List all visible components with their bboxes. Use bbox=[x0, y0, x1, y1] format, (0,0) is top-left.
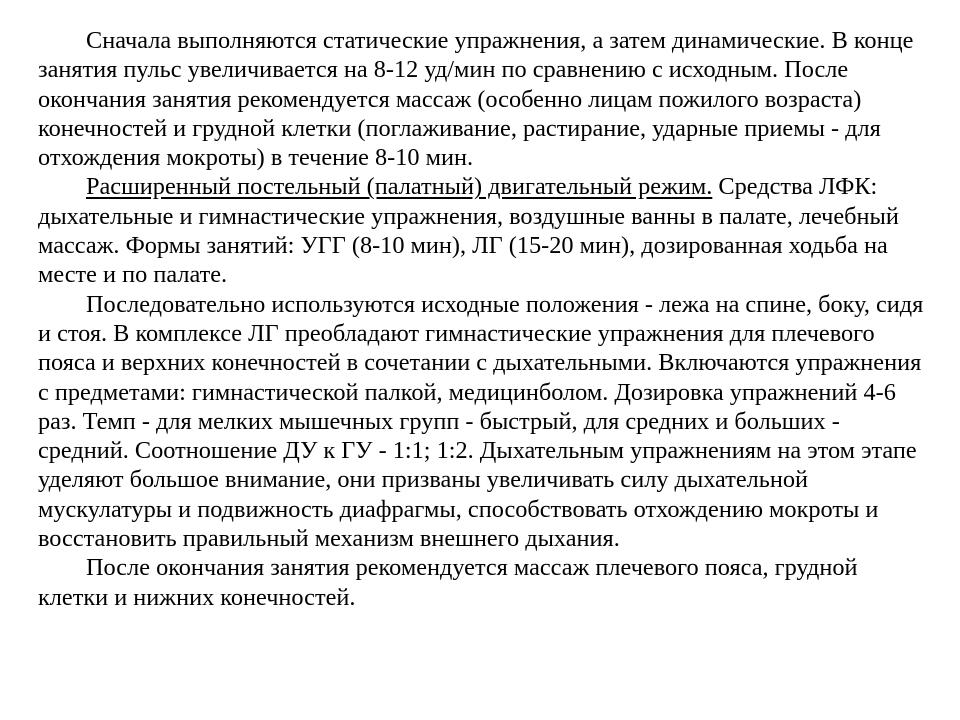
paragraph-extended-bed-regime bbox=[38, 172, 928, 289]
paragraph-post-session-massage: После окончания занятия рекомендуется массаж плечевого пояса, грудной клетки и нижних конечностей. bbox=[38, 554, 858, 611]
paragraph-exercise-order: Сначала выполняются статические упражнения, а затем динамические. В конце занятия пульс увеличивается на 8-12 уд/мин по сравнению с исходным. После окончания занятия рекомендуется массаж (особенно лицам пожилого возраста) конечностей и грудной клетки (поглаживание, растирание, ударные приемы - для отхождения мокроты) в течение 8-10 мин. bbox=[38, 27, 914, 172]
paragraph-starting-positions: Последовательно используются исходные положения - лежа на спине, боку, сидя и стоя. В комплексе ЛГ преобладают гимнастические упражнения для плечевого пояса и верхних конечностей в сочетании с дыхательными. Включаются упражнения с предметами: гимнастической палкой, медицинболом. Дозировка упражнений 4-6 раз. Темп - для мелких мышечных групп - быстрый, для средних и больших - средний. Соотношение ДУ к ГУ - 1:1; 1:2. Дыхательным упражнениям на этом этапе уделяют большое внимание, они призваны увеличивать силу дыхательной мускулатуры и подвижность диафрагмы, способствовать отхождению мокроты и восстановить правильный механизм внешнего дыхания. bbox=[38, 290, 924, 553]
paragraph-extended-bed-regime-text: Средства ЛФК: дыхательные и гимнастические упражнения, воздушные ванны в палате, лечебный массаж. Формы занятий: УГГ (8-10 мин), ЛГ (15-20 мин), дозированная ходьба на месте и по палате. bbox=[38, 173, 899, 289]
section-heading-extended-bed-regime: Расширенный постельный (палатный) двигательный режим. bbox=[86, 173, 713, 201]
document-text bbox=[38, 26, 928, 612]
